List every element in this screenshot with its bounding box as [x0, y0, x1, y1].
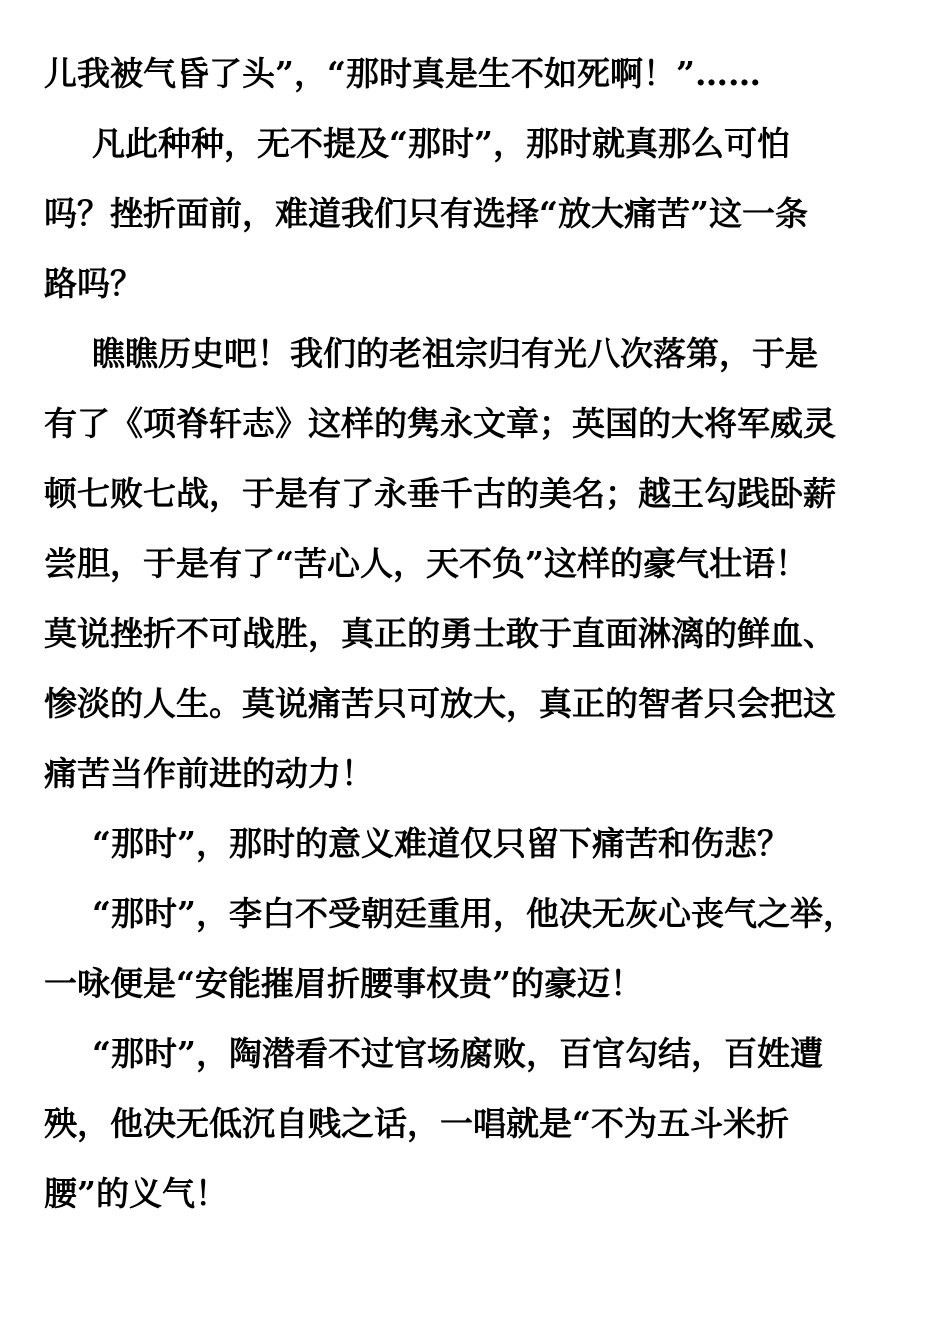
text-line: 惨淡的人生。莫说痛苦只可放大，真正的智者只会把这 [44, 684, 836, 723]
paragraph-start-line: 瞧瞧历史吧！我们的老祖宗归有光八次落第，于是 [92, 334, 818, 373]
text-line: 吗？挫折面前，难道我们只有选择“放大痛苦”这一条 [44, 194, 808, 233]
text-line: 痛苦当作前进的动力！ [44, 754, 374, 793]
text-line: 殃，他决无低沉自贱之话，一唱就是“不为五斗米折 [44, 1104, 789, 1143]
text-line: 路吗？ [44, 264, 143, 303]
text-line: 顿七败七战，于是有了永垂千古的美名；越王勾践卧薪 [44, 474, 836, 513]
paragraph-start-line: “那时”，那时的意义难道仅只留下痛苦和伤悲？ [92, 824, 790, 863]
text-line: 莫说挫折不可战胜，真正的勇士敢于直面淋漓的鲜血、 [44, 614, 836, 653]
paragraph-start-line: 凡此种种，无不提及“那时”，那时就真那么可怕 [92, 124, 790, 163]
paragraph-start-line: “那时”，李白不受朝廷重用，他决无灰心丧气之举， [92, 894, 856, 933]
text-line: 有了《项脊轩志》这样的隽永文章；英国的大将军威灵 [44, 404, 836, 443]
paragraph-start-line: “那时”，陶潜看不过官场腐败，百官勾结，百姓遭 [92, 1034, 823, 1073]
text-line: 儿我被气昏了头”，“那时真是生不如死啊！”…… [44, 54, 761, 93]
text-line: 尝胆，于是有了“苦心人，天不负”这样的豪气壮语！ [44, 544, 808, 583]
text-line: 腰”的义气！ [44, 1174, 228, 1213]
text-line: 一咏便是“安能摧眉折腰事权贵”的豪迈！ [44, 964, 643, 1003]
